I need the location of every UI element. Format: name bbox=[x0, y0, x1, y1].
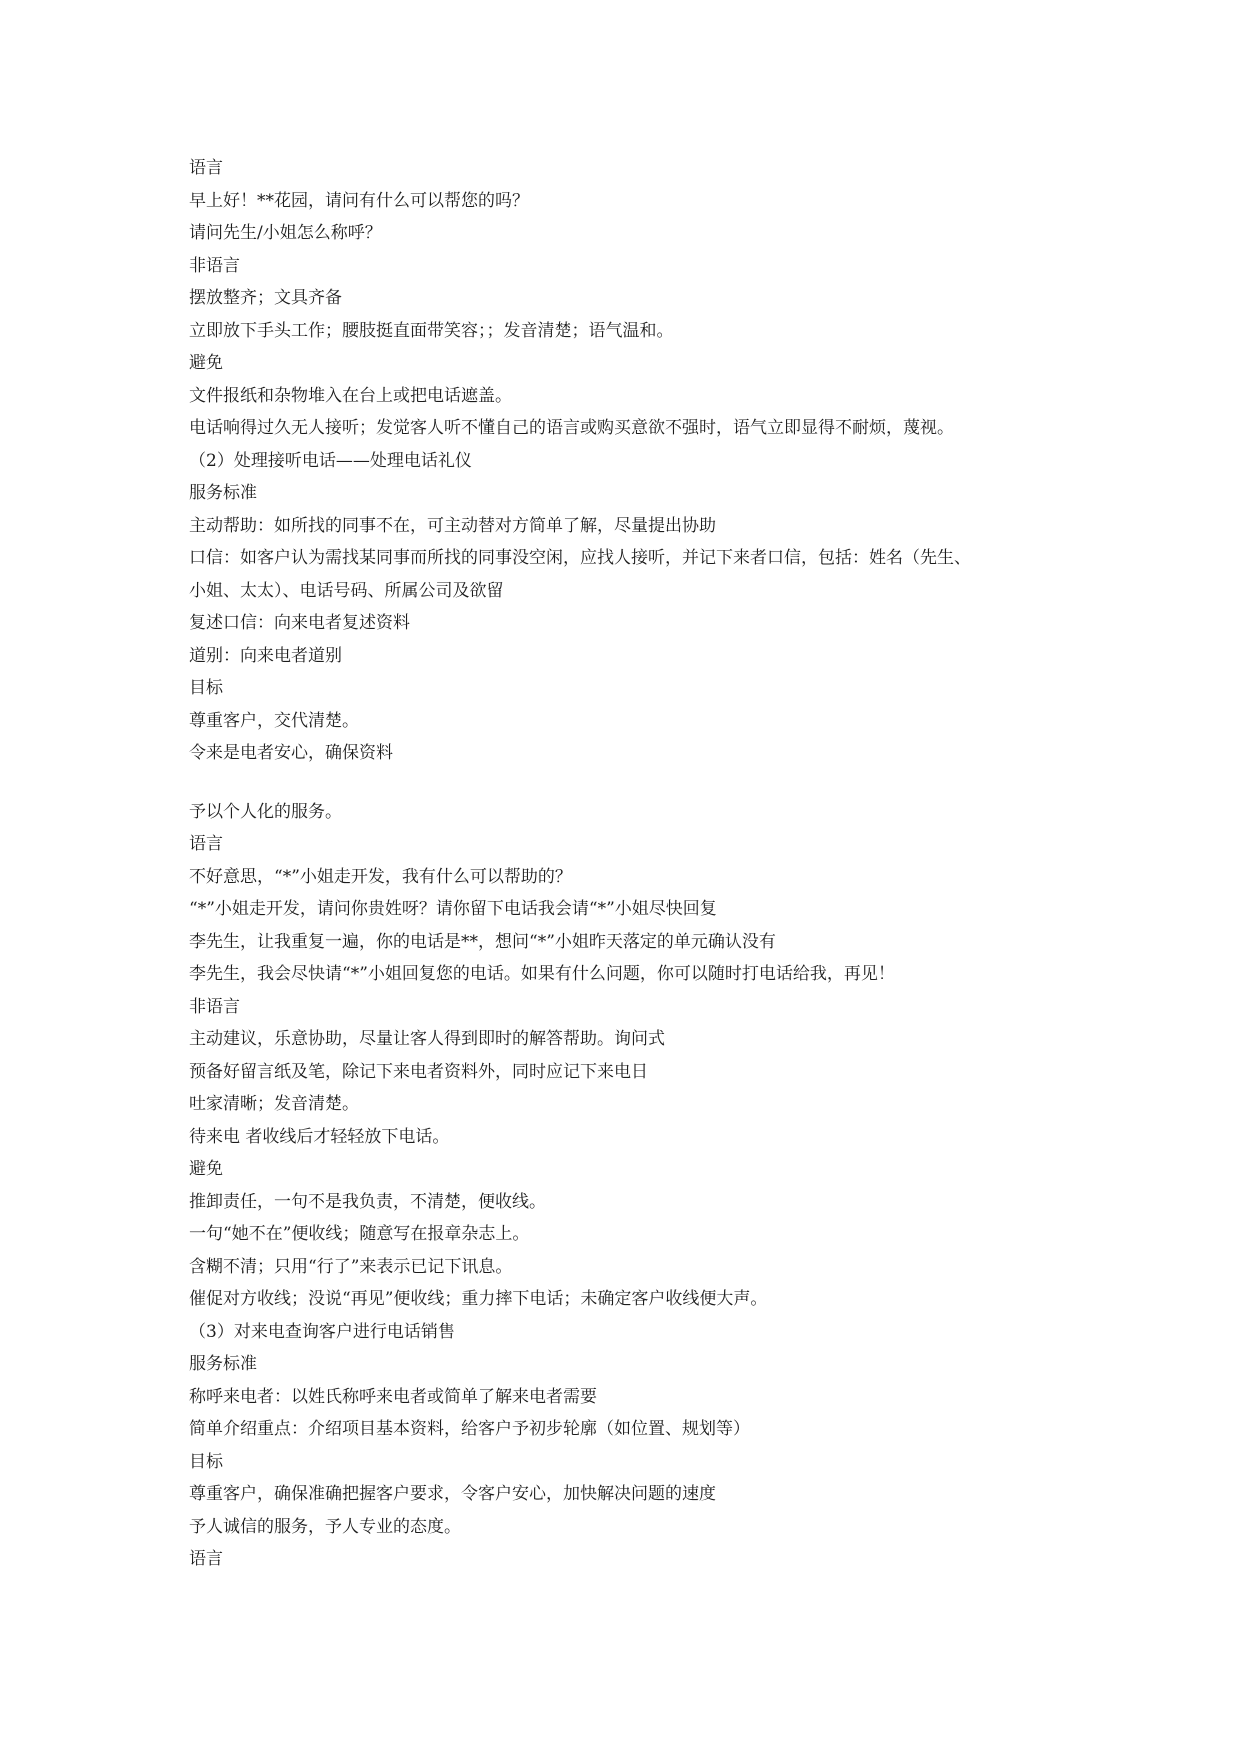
text-line: 简单介绍重点：介绍项目基本资料，给客户予初步轮廓（如位置、规划等） bbox=[189, 1419, 750, 1439]
text-line: 目标 bbox=[189, 678, 223, 698]
text-line: 予以个人化的服务。 bbox=[189, 801, 342, 822]
text-line: 小姐、太太）、电话号码、所属公司及欲留 bbox=[189, 580, 504, 601]
text-line: 语言 bbox=[189, 834, 223, 854]
text-line: 非语言 bbox=[189, 996, 240, 1017]
text-line: 含糊不清；只用“行了”来表示已记下讯息。 bbox=[189, 1256, 513, 1277]
text-line: 称呼来电者：以姓氏称呼来电者或简单了解来电者需要 bbox=[189, 1386, 597, 1407]
text-line: 不好意思，“*”小姐走开发，我有什么可以帮助的？ bbox=[189, 866, 572, 887]
section-heading: （2）处理接听电话——处理电话礼仪 bbox=[189, 450, 472, 471]
section-heading: （3）对来电查询客户进行电话销售 bbox=[189, 1321, 455, 1342]
text-line: 复述口信：向来电者复述资料 bbox=[189, 613, 410, 633]
text-line: 避免 bbox=[189, 1159, 223, 1179]
text-line: 摆放整齐；文具齐备 bbox=[189, 288, 342, 308]
text-line: 服务标准 bbox=[189, 483, 257, 503]
text-line: 李先生，我会尽快请“*”小姐回复您的电话。如果有什么问题，你可以随时打电话给我，再见！ bbox=[189, 964, 895, 984]
text-line: 预备好留言纸及笔，除记下来电者资料外，同时应记下来电日 bbox=[189, 1061, 648, 1082]
text-line: 非语言 bbox=[189, 255, 240, 276]
text-line: 文件报纸和杂物堆入在台上或把电话遮盖。 bbox=[189, 385, 512, 406]
text-line: 推卸责任，一句不是我负责，不清楚，便收线。 bbox=[189, 1191, 546, 1212]
text-line: 予人诚信的服务，予人专业的态度。 bbox=[189, 1516, 461, 1537]
text-line: 令来是电者安心，确保资料 bbox=[189, 743, 393, 763]
text-line: 催促对方收线；没说“再见”便收线；重力摔下电话；未确定客户收线便大声。 bbox=[189, 1289, 768, 1309]
text-line: 目标 bbox=[189, 1451, 223, 1472]
text-line: 一句“她不在”便收线；随意写在报章杂志上。 bbox=[189, 1224, 530, 1244]
text-line: 待来电 者收线后才轻轻放下电话。 bbox=[189, 1126, 450, 1147]
text-line: 避免 bbox=[189, 353, 223, 373]
document-body bbox=[189, 152, 1089, 1576]
text-line: 尊重客户，确保准确把握客户要求，令客户安心，加快解决问题的速度 bbox=[189, 1484, 716, 1504]
text-line: 立即放下手头工作；腰肢挺直面带笑容；；发音清楚；语气温和。 bbox=[189, 320, 674, 341]
text-line: 请问先生/小姐怎么称呼？ bbox=[189, 223, 382, 243]
text-line: 道别：向来电者道别 bbox=[189, 645, 342, 666]
text-line: 语言 bbox=[189, 158, 223, 178]
text-line: 早上好！**花园，请问有什么可以帮您的吗？ bbox=[189, 190, 529, 211]
text-line: 主动帮助：如所找的同事不在，可主动替对方简单了解，尽量提出协助 bbox=[189, 515, 716, 536]
text-line: 主动建议，乐意协助，尽量让客人得到即时的解答帮助。询问式 bbox=[189, 1029, 665, 1049]
text-line: 口信：如客户认为需找某同事而所找的同事没空闲，应找人接听，并记下来者口信，包括：姓名（先生、 bbox=[189, 548, 971, 568]
text-line: 尊重客户，交代清楚。 bbox=[189, 710, 359, 731]
text-line: 服务标准 bbox=[189, 1354, 257, 1374]
text-line: 李先生，让我重复一遍，你的电话是**，想问“*”小姐昨天落定的单元确认没有 bbox=[189, 931, 776, 952]
text-line: 语言 bbox=[189, 1549, 223, 1569]
text-line: 吐家清晰；发音清楚。 bbox=[189, 1094, 359, 1114]
text-line: 电话响得过久无人接听；发觉客人听不懂自己的语言或购买意欲不强时，语气立即显得不耐烦，蔑视。 bbox=[189, 418, 954, 438]
text-line: “*”小姐走开发，请问你贵姓呀？请你留下电话我会请“*”小姐尽快回复 bbox=[189, 899, 717, 919]
